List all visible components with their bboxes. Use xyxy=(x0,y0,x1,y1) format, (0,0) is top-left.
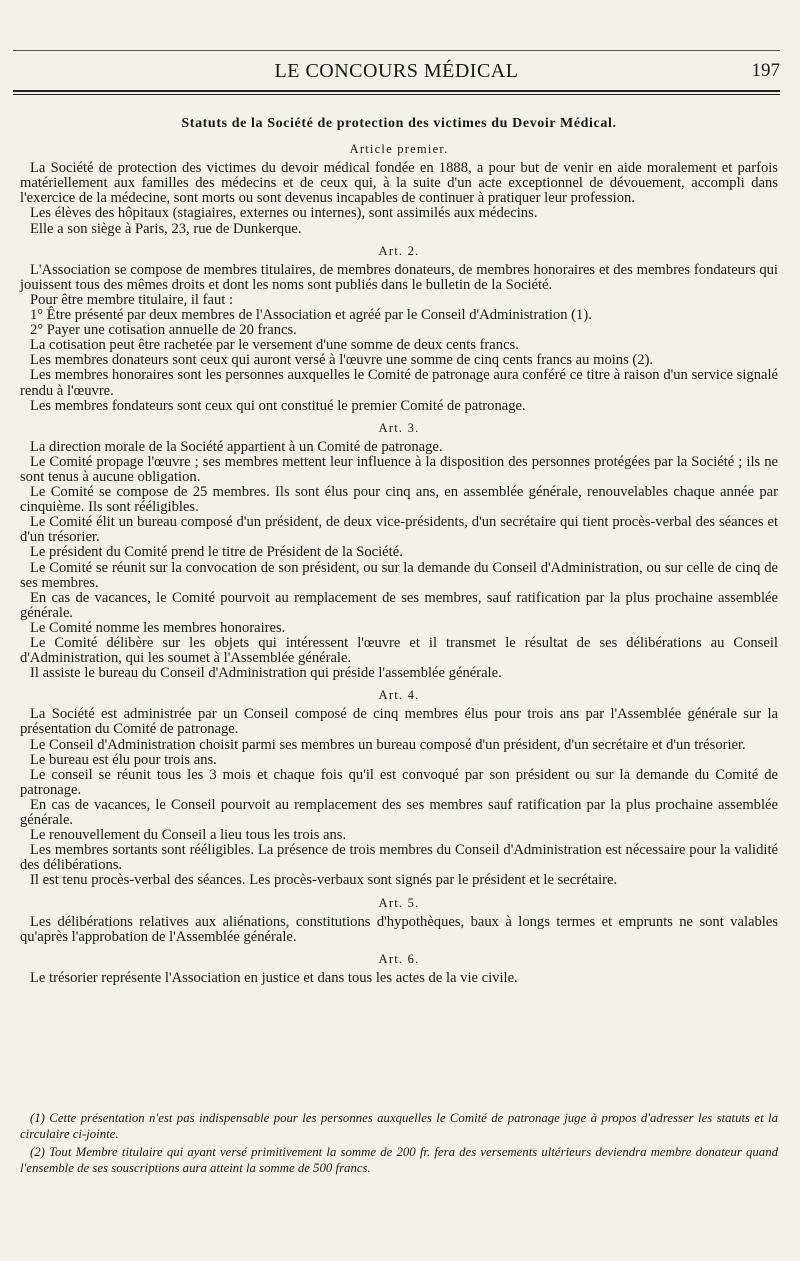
article-paragraph: Les membres honoraires sont les personnes auxquelles le Comité de patronage aura conféré ce titre à raison d'un service signalé rendu à l'œuvre. xyxy=(20,367,778,399)
article-paragraph: En cas de vacances, le Comité pourvoit au remplacement de ses membres, sauf ratification par la plus prochaine assemblée générale. xyxy=(20,589,778,621)
article-paragraph: La Société de protection des victimes du devoir médical fondée en 1888, a pour but de venir en aide moralement et parfois matériellement aux familles des médecins et de ceux qui, à la suite d'un acte exceptionnel de dévouement, accompli dans l'exercice de la médecine, sont morts ou sont devenus incapables de continuer à pratiquer leur profession. xyxy=(20,160,778,207)
journal-title: LE CONCOURS MÉDICAL xyxy=(274,60,519,82)
header-rule-thin xyxy=(13,94,780,95)
article-heading: Art. 6. xyxy=(378,951,420,966)
article-heading: Article premier. xyxy=(349,142,449,157)
article-paragraph: Le président du Comité prend le titre de Président de la Société. xyxy=(30,544,403,561)
top-rule xyxy=(13,50,780,51)
article-paragraph: Le bureau est élu pour trois ans. xyxy=(30,751,217,768)
article-heading: Art. 3. xyxy=(378,420,420,435)
article-section xyxy=(20,952,778,986)
statutes-body xyxy=(20,116,778,986)
article-paragraph: Le Comité nomme les membres honoraires. xyxy=(30,619,286,636)
article-section xyxy=(20,896,778,945)
document-title: Statuts de la Société de protection des victimes du Devoir Médical. xyxy=(181,116,617,131)
article-paragraph: Il est tenu procès-verbal des séances. Les procès-verbaux sont signés par le président et le secrétaire. xyxy=(30,872,618,889)
article-paragraph: Le renouvellement du Conseil a lieu tous les trois ans. xyxy=(30,827,347,844)
page-number: 197 xyxy=(751,60,780,81)
article-paragraph: Le Conseil d'Administration choisit parmi ses membres un bureau composé d'un président, d'un secrétaire et d'un trésorier. xyxy=(30,736,746,753)
article-heading: Art. 4. xyxy=(378,688,420,703)
article-section xyxy=(20,688,778,888)
article-paragraph: En cas de vacances, le Conseil pourvoit au remplacement des ses membres sauf ratification par la plus prochaine assemblée générale. xyxy=(20,796,778,829)
footnote: (1) Cette présentation n'est pas indispensable pour les personnes auxquelles le Comité de patronage juge à propos d'adresser les statuts et la circulaire ci-jointe. xyxy=(20,1111,778,1141)
article-section xyxy=(20,142,778,237)
article-paragraph: La direction morale de la Société appartient à un Comité de patronage. xyxy=(30,438,443,455)
article-paragraph: Les membres sortants sont rééligibles. La présence de trois membres du Conseil d'Administration est nécessaire pour la validité des délibérations. xyxy=(20,842,778,874)
article-paragraph: Le conseil se réunit tous les 3 mois et chaque fois qu'il est convoqué par son président ou sur la demande du Comité de patronage. xyxy=(20,766,778,798)
header-rule xyxy=(13,90,780,92)
article-paragraph: Elle a son siège à Paris, 23, rue de Dunkerque. xyxy=(30,220,302,237)
footnote: (2) Tout Membre titulaire qui ayant versé primitivement la somme de 200 fr. fera des versements ultérieurs deviendra membre donateur quand l'ensemble de ses souscriptions aura atteint la somme de 500 francs. xyxy=(20,1145,778,1175)
article-paragraph: Le Comité propage l'œuvre ; ses membres mettent leur influence à la disposition des personnes protégées par la Société ; ils ne sont tenus à aucune obligation. xyxy=(20,453,778,485)
article-heading: Art. 5. xyxy=(378,895,420,910)
article-paragraph: Le trésorier représente l'Association en justice et dans tous les actes de la vie civile. xyxy=(30,969,518,986)
article-paragraph: Les membres donateurs sont ceux qui auront versé à l'œuvre une somme de cinq cents francs au moins (2). xyxy=(30,352,654,369)
article-paragraph: La cotisation peut être rachetée par le versement d'une somme de deux cents francs. xyxy=(30,337,519,354)
article-paragraph: 1° Être présenté par deux membres de l'Association et agréé par le Conseil d'Administration (1). xyxy=(30,307,592,324)
article-heading: Art. 2. xyxy=(378,243,420,258)
article-paragraph: Le Comité élit un bureau composé d'un président, de deux vice-présidents, d'un secrétaire qui tient procès-verbal des séances et d'un trésorier. xyxy=(20,514,778,546)
article-paragraph: Le Comité se compose de 25 membres. Ils sont élus pour cinq ans, en assemblée générale, renouvelables chaque année par cinquième. Ils sont rééligibles. xyxy=(20,484,778,516)
page-header xyxy=(13,60,780,90)
footnotes xyxy=(20,1110,778,1178)
article-section xyxy=(20,421,778,682)
article-paragraph: Les élèves des hôpitaux (stagiaires, externes ou internes), sont assimilés aux médecins. xyxy=(30,205,538,222)
articles-list xyxy=(20,142,778,986)
article-paragraph: Les délibérations relatives aux aliénations, constitutions d'hypothèques, baux à longs termes et emprunts ne sont valables qu'après l'approbation de l'Assemblée générale. xyxy=(20,913,778,945)
article-paragraph: L'Association se compose de membres titulaires, de membres donateurs, de membres honoraires et des membres fondateurs qui jouissent tous des mêmes droits et dont les noms sont publiés dans le bulletin de la Société. xyxy=(20,261,778,293)
article-paragraph: Pour être membre titulaire, il faut : xyxy=(30,291,234,308)
article-paragraph: Le Comité délibère sur les objets qui intéressent l'œuvre et il transmet le résultat de ses délibérations au Conseil d'Administration, qui les soumet à l'Assemblée générale. xyxy=(20,635,778,667)
article-paragraph: La Société est administrée par un Conseil composé de cinq membres élus pour trois ans par l'Assemblée générale sur la présentation du Comité de patronage. xyxy=(20,706,778,738)
article-paragraph: Le Comité se réunit sur la convocation de son président, ou sur la demande du Conseil d'Administration, ou sur celle de cinq de ses membres. xyxy=(20,559,778,591)
article-paragraph: Il assiste le bureau du Conseil d'Administration qui préside l'assemblée générale. xyxy=(30,665,502,682)
article-paragraph: Les membres fondateurs sont ceux qui ont constitué le premier Comité de patronage. xyxy=(30,397,526,414)
article-paragraph: 2° Payer une cotisation annuelle de 20 francs. xyxy=(30,322,297,339)
article-section xyxy=(20,244,778,414)
